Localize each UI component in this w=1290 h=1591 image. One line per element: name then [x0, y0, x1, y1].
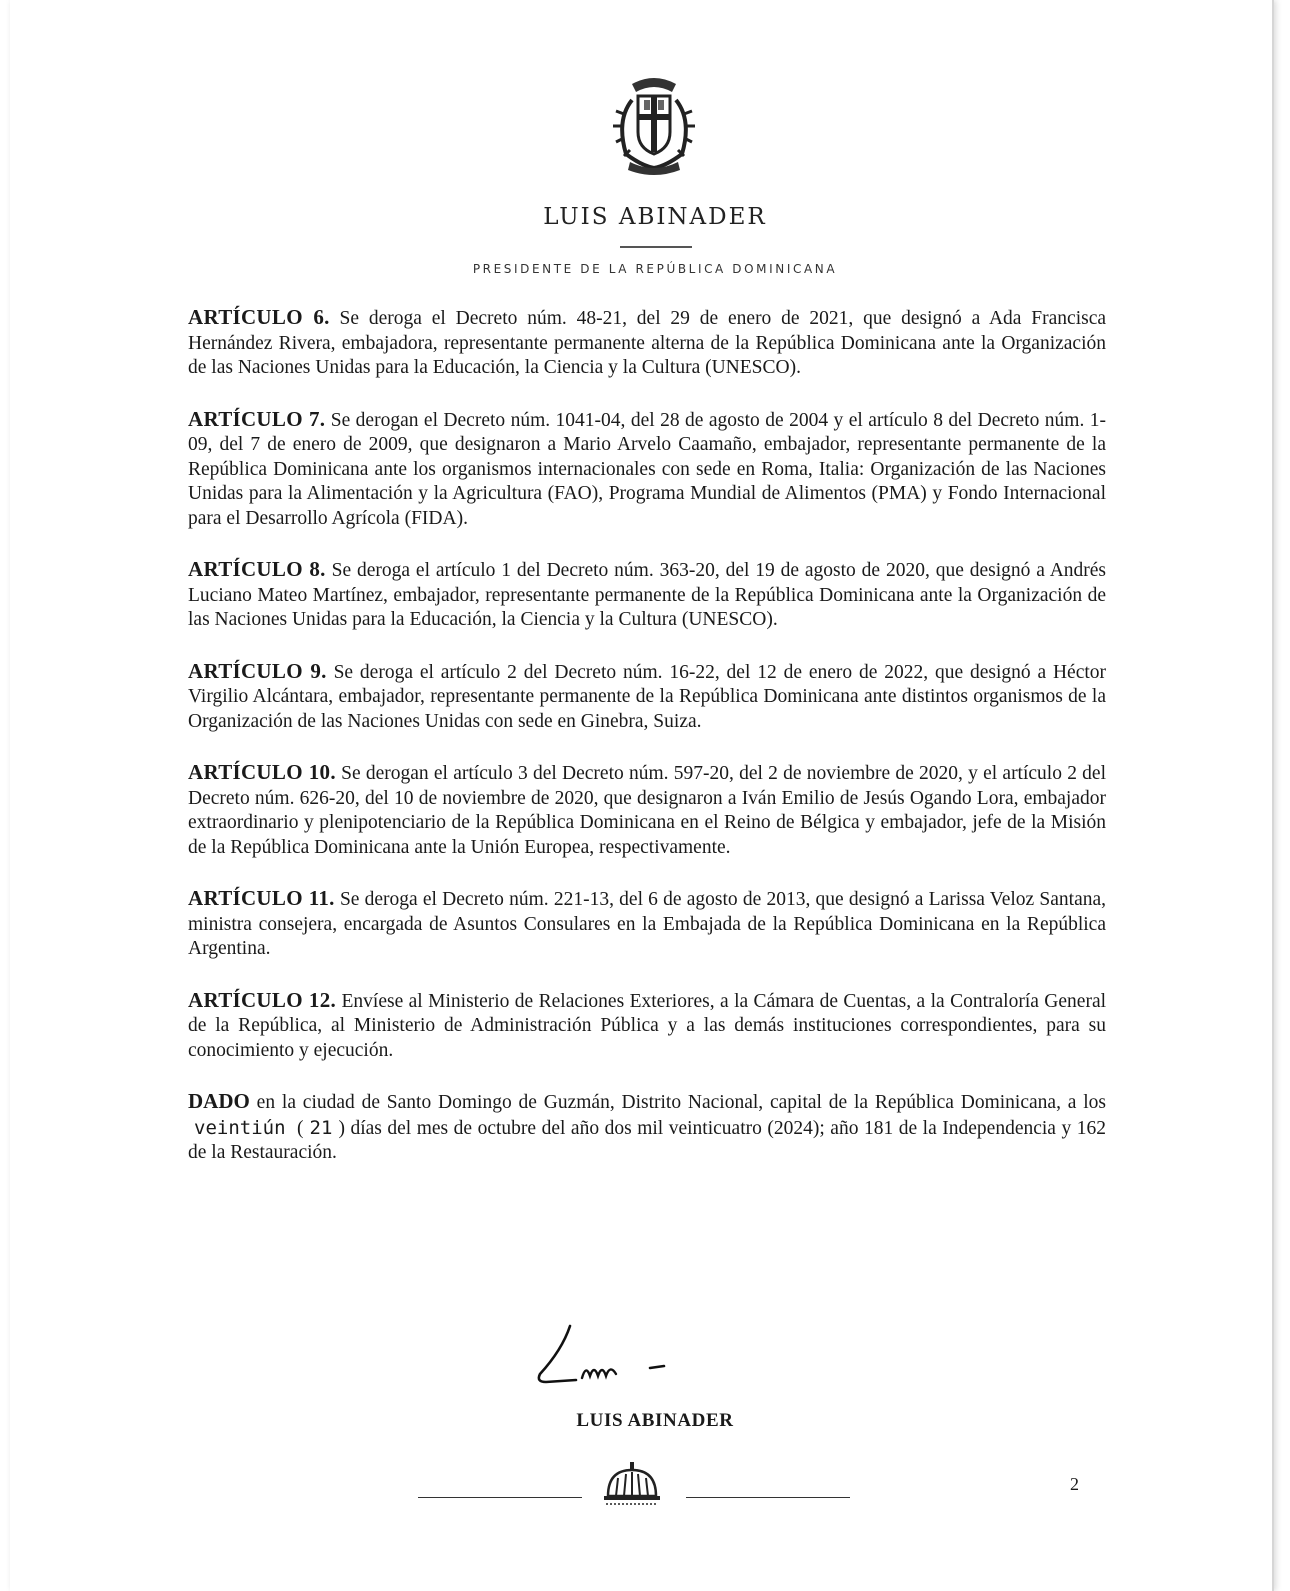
- article-text: Envíese al Ministerio de Relaciones Exteriores, a la Cámara de Cuentas, a la Contraloría General de la República, al Ministerio de Administración Pública y a las demás instituciones correspondientes, para su conocimiento y ejecución.: [188, 990, 1107, 1061]
- article-heading: ARTÍCULO 8.: [188, 557, 326, 581]
- national-pantheon-dome-icon: [600, 1460, 664, 1508]
- article-text: Se derogan el Decreto núm. 1041-04, del 28 de agosto de 2004 y el artículo 8 del Decreto núm. 1-09, del 7 de enero de 2009, que designaron a Mario Arvelo Caamaño, embajador, representante permanente de la República Dominicana ante los organismos internacionales con sede en Roma, Italia: Organización de las Naciones Unidas para la Alimentación y la Agricultura (FAO), Programa Mundial de Alimentos (PMA) y Fondo Internacional para el Desarrollo Agrícola (FIDA).: [188, 409, 1106, 529]
- article-heading: ARTÍCULO 7.: [188, 406, 326, 431]
- article-text: Se deroga el artículo 2 del Decreto núm. 16-22, del 12 de enero de 2022, que designó a Héctor Virgilio Alcántara, embajador, representante permanente de la República Dominicana ante distintos organismos de la Organización de las Naciones Unidas con sede en Ginebra, Suiza.: [188, 661, 1107, 732]
- article-12: [188, 988, 1106, 1064]
- article-heading: ARTÍCULO 11.: [188, 886, 335, 910]
- dado-text-after: ) días del mes de octubre del año dos mil veinticuatro (2024); año 181 de la Independencia y 162 de la Restauración.: [188, 1117, 1106, 1163]
- article-heading: ARTÍCULO 12.: [188, 987, 337, 1012]
- decree-body: [188, 305, 1106, 1185]
- article-6: [188, 305, 1106, 381]
- article-text: Se derogan el artículo 3 del Decreto núm. 597-20, del 2 de noviembre de 2020, y el artículo 2 del Decreto núm. 626-20, del 10 de noviembre de 2020, que designaron a Iván Emilio de Jesús Ogando Lora, embajador extraordinario y plenipotenciario de la República Dominicana en el Reino de Bélgica y embajador, jefe de la Misión de la República Dominicana ante la Unión Europea, respectivamente.: [188, 763, 1106, 858]
- dado-heading: DADO: [188, 1089, 250, 1113]
- handwritten-signature: [532, 1320, 682, 1400]
- header-president-title: PRESIDENTE DE LA REPÚBLICA DOMINICANA: [472, 262, 838, 276]
- article-text: Se deroga el Decreto núm. 221-13, del 6 de agosto de 2013, que designó a Larissa Veloz Santana, ministra consejera, encargada de Asuntos Consulares en la Embajada de la República Dominicana en la República Argentina.: [188, 889, 1107, 959]
- article-heading: ARTÍCULO 10.: [188, 760, 336, 784]
- dado-day-number: 21: [309, 1116, 333, 1139]
- article-7: [188, 407, 1106, 532]
- dado-day-words: veintiún: [194, 1116, 286, 1139]
- coat-of-arms-icon: [602, 70, 706, 178]
- signature-name: LUIS ABINADER: [576, 1410, 734, 1431]
- article-10: [188, 760, 1106, 860]
- document-page: [10, 0, 1274, 1591]
- footer-line-right: [686, 1497, 850, 1498]
- header-president-name: LUIS ABINADER: [543, 204, 767, 230]
- dado-paren-open: (: [297, 1117, 304, 1139]
- article-9: [188, 659, 1106, 735]
- dado-text-before: en la ciudad de Santo Domingo de Guzmán, Distrito Nacional, capital de la República Dominicana, a los: [256, 1092, 1106, 1113]
- page-number: 2: [1070, 1474, 1079, 1494]
- article-heading: ARTÍCULO 9.: [188, 658, 327, 683]
- footer-line-left: [418, 1497, 582, 1498]
- dado-paragraph: [188, 1089, 1106, 1166]
- article-11: [188, 886, 1106, 962]
- article-text: Se deroga el Decreto núm. 48-21, del 29 de enero de 2021, que designó a Ada Francisca Hernández Rivera, embajadora, representante permanente alterna de la República Dominicana ante la Organización de las Naciones Unidas para la Educación, la Ciencia y la Cultura (UNESCO).: [188, 308, 1107, 378]
- header-divider: [620, 246, 692, 248]
- article-8: [188, 557, 1106, 633]
- article-heading: ARTÍCULO 6.: [188, 305, 330, 329]
- article-text: Se deroga el artículo 1 del Decreto núm. 363-20, del 19 de agosto de 2020, que designó a Andrés Luciano Mateo Martínez, embajador, representante permanente de la República Dominicana ante la Organización de las Naciones Unidas para la Educación, la Ciencia y la Cultura (UNESCO).: [188, 560, 1107, 630]
